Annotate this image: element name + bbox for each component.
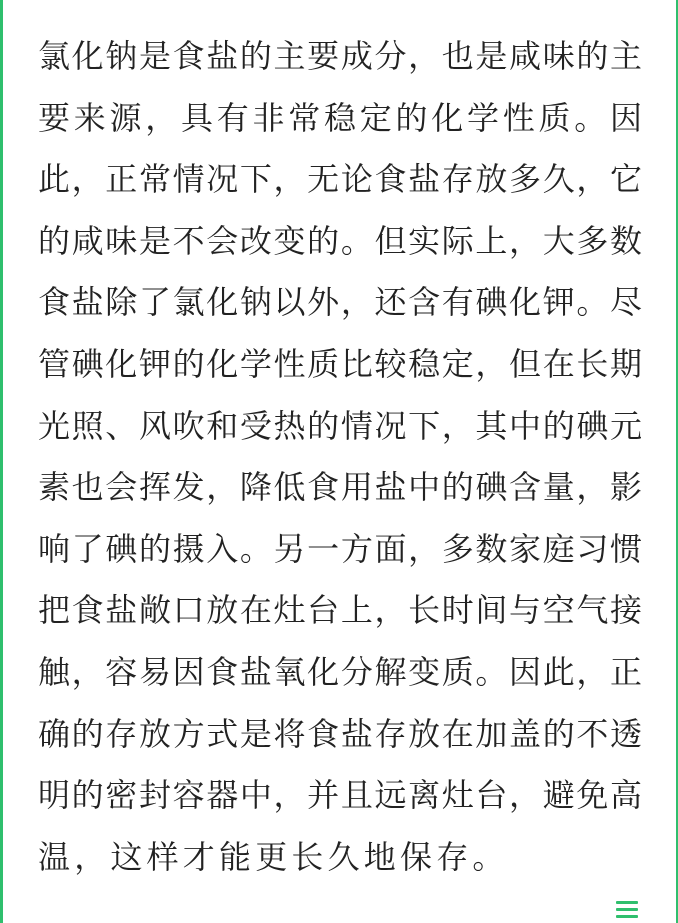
article-line: 触，容易因食盐氧化分解变质。因此，正: [38, 652, 642, 691]
menu-line: [616, 915, 638, 918]
article-line: 氯化钠是食盐的主要成分，也是咸味的主: [38, 37, 642, 75]
menu-line: [616, 908, 638, 911]
article-line-last: 温，这样才能更长久地保存。: [38, 837, 509, 876]
article-line: 光照、风吹和受热的情况下，其中的碘元: [38, 406, 642, 445]
menu-line: [616, 901, 638, 904]
article-line: 把食盐敞口放在灶台上，长时间与空气接: [38, 591, 642, 630]
article-line: 管碘化钾的化学性质比较稳定，但在长期: [38, 344, 642, 383]
article-line: 的咸味是不会改变的。但实际上，大多数: [38, 221, 642, 260]
article-line: 此，正常情况下，无论食盐存放多久，它: [38, 160, 642, 199]
article-line: 要来源，具有非常稳定的化学性质。因: [38, 98, 642, 137]
menu-lines-icon[interactable]: [616, 901, 638, 919]
article-body: [0, 26, 678, 888]
article-line: 食盐除了氯化钠以外，还含有碘化钾。尽: [38, 283, 642, 322]
article-line: 响了碘的摄入。另一方面，多数家庭习惯: [38, 529, 642, 568]
article-line: 确的存放方式是将食盐存放在加盖的不透: [38, 714, 642, 753]
article-line: 明的密封容器中，并且远离灶台，避免高: [38, 776, 642, 815]
article-line: 素也会挥发，降低食用盐中的碘含量，影: [38, 468, 642, 507]
